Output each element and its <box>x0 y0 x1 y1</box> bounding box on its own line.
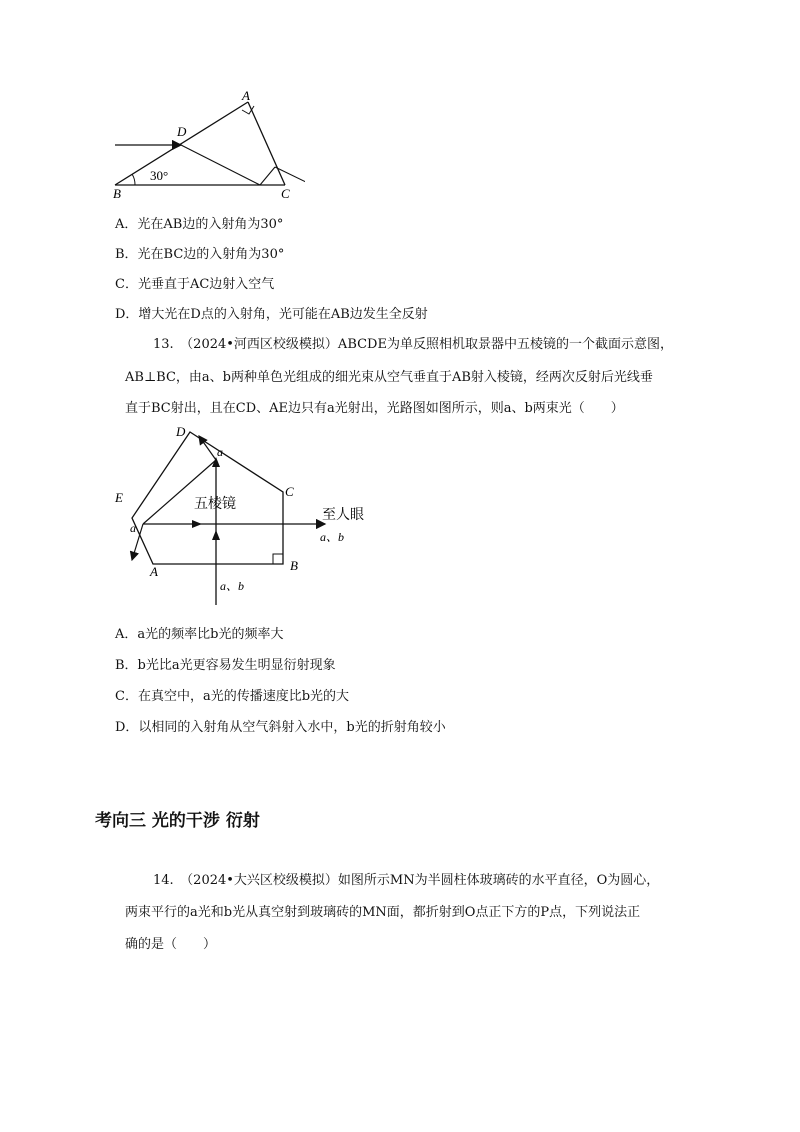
q13-option-a: A．a光的频率比b光的频率大 <box>115 627 284 642</box>
figure-pentaprism <box>110 420 400 610</box>
label-D: D <box>177 124 187 139</box>
section-title: 考向三 光的干涉 衍射 <box>95 811 260 831</box>
out-label: a、b <box>320 530 345 544</box>
q14-stem-line2: 两束平行的a光和b光从真空射到玻璃砖的MN面，都折射到O点正下方的P点，下列说法正 <box>125 905 641 920</box>
label-a-top: a <box>217 445 223 459</box>
q13-option-b: B．b光比a光更容易发生明显衍射现象 <box>115 658 336 673</box>
ray-d-to-bc <box>181 145 260 185</box>
label-a-left: a <box>130 521 136 535</box>
q12-option-d: D．增大光在D点的入射角，光可能在AB边发生全反射 <box>115 307 428 322</box>
ray-to-ea <box>143 460 216 524</box>
label-angle-30: 30° <box>150 168 169 183</box>
edge-ab <box>115 102 248 185</box>
q13-stem-line3: 直于BC射出，且在CD、AE边只有a光射出，光路图如图所示，则a、b两束光（ ） <box>125 401 624 416</box>
ray-ac-out <box>275 167 305 184</box>
q12-option-a: A．光在AB边的入射角为30° <box>115 217 284 232</box>
q12-option-b: B．光在BC边的入射角为30° <box>115 247 285 262</box>
ray-a-exit-top <box>199 436 216 460</box>
arrow-right-inner <box>192 520 202 528</box>
q13-stem-line2: AB⊥BC，由a、b两种单色光组成的细光束从空气垂直于AB射入棱镜，经两次反射后光线垂 <box>125 370 653 385</box>
q13-option-c: C．在真空中，a光的传播速度比b光的大 <box>115 689 350 704</box>
in-label: a、b <box>220 579 245 593</box>
label-B: B <box>290 558 298 573</box>
figure-triangle-prism <box>105 88 305 200</box>
ray-bc-to-ac <box>260 167 275 185</box>
q14-stem-line1: 14. （2024•大兴区校级模拟）如图所示MN为半圆柱体玻璃砖的水平直径，O为圆心， <box>153 873 660 888</box>
label-C: C <box>285 484 294 499</box>
label-B: B <box>113 186 121 200</box>
edge-ac <box>248 102 285 185</box>
angle-arc-b <box>132 174 135 185</box>
arrow-up-lower <box>212 530 220 540</box>
label-A: A <box>150 564 158 579</box>
label-A: A <box>242 88 250 103</box>
eye-label: 至人眼 <box>322 508 364 523</box>
q13-option-d: D．以相同的入射角从空气斜射入水中，b光的折射角较小 <box>115 720 446 735</box>
label-E: E <box>115 490 123 505</box>
right-angle-b <box>273 554 283 564</box>
q12-option-c: C．光垂直于AC边射入空气 <box>115 277 275 292</box>
q14-stem-line3: 确的是（ ） <box>125 937 217 952</box>
prism-label: 五棱镜 <box>194 497 236 512</box>
label-D: D <box>176 424 186 439</box>
label-C: C <box>281 186 290 200</box>
q13-stem-line1: 13. （2024•河西区校级模拟）ABCDE为单反照相机取景器中五棱镜的一个截面示意图， <box>153 337 673 352</box>
